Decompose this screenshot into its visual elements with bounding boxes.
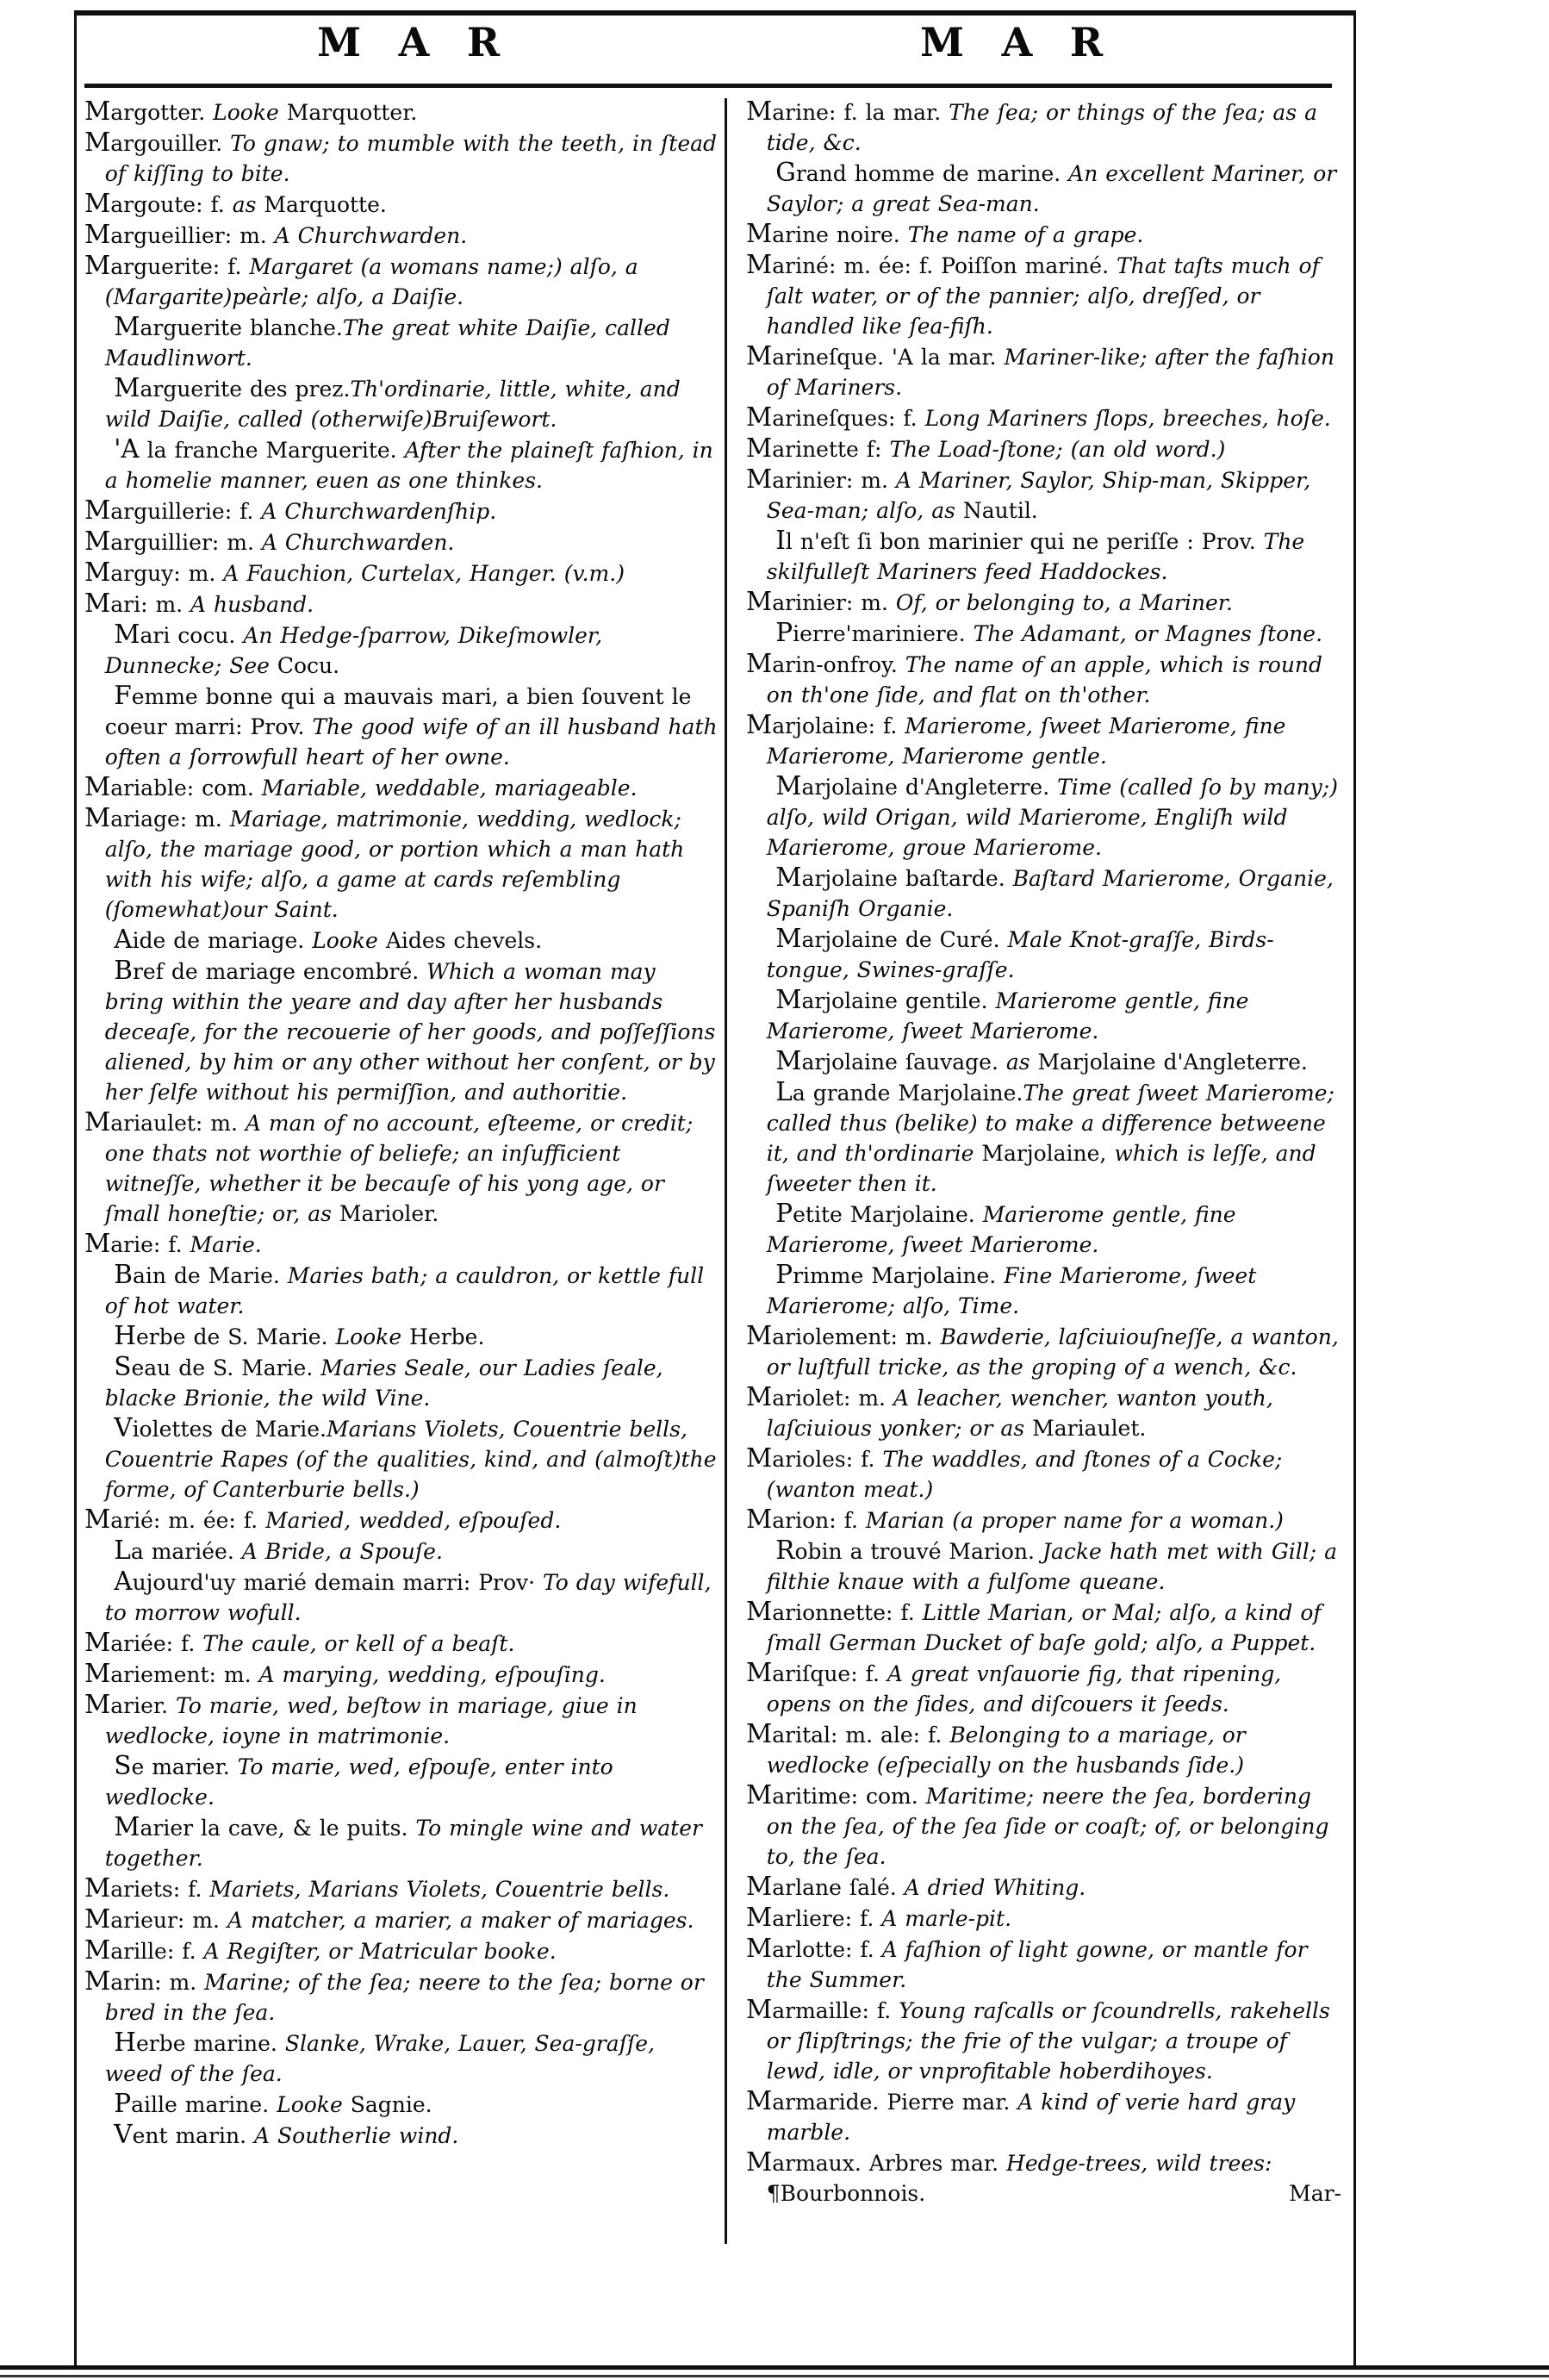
dictionary-entry — [84, 434, 719, 495]
headword-segment: Marineſque. 'A la mar. — [746, 341, 1005, 371]
dictionary-entry — [746, 587, 1346, 618]
headword-segment: Marjolaine: f. — [746, 710, 905, 739]
gloss-segment: The name of a grape. — [907, 222, 1144, 247]
headword-segment: Marlane ſalé. — [746, 1872, 905, 1901]
bottom-rule-1 — [0, 2365, 1549, 2370]
gloss-segment: The Adamant, or Magnes ſtone. — [973, 621, 1323, 646]
gloss-segment: To day wifefull, to morrow wofull. — [104, 1570, 712, 1625]
gloss-segment: The great white Daiſie, called Maudlinwort. — [104, 315, 670, 371]
headword-segment: Marquotter. — [286, 100, 418, 125]
headword-segment: Mariets: f. — [84, 1873, 210, 1903]
headword-segment: Marie: f. — [84, 1229, 190, 1258]
gloss-segment: A matcher, a marier, a maker of mariages. — [227, 1908, 694, 1933]
headword-segment: La grande Marjolaine. — [775, 1077, 1023, 1106]
headword-segment: Mariolet: m. — [746, 1382, 893, 1411]
dictionary-entry — [84, 97, 719, 128]
headword-segment: Mari cocu. — [114, 620, 244, 649]
dictionary-entry — [84, 1107, 719, 1229]
dictionary-entry — [84, 373, 719, 434]
dictionary-entry — [746, 526, 1346, 587]
dictionary-entry — [84, 1659, 719, 1690]
dictionary-entry — [746, 1505, 1346, 1536]
dictionary-entry — [746, 2086, 1346, 2147]
dictionary-entry — [84, 2028, 719, 2089]
dictionary-entry — [746, 1934, 1346, 1995]
headword-segment: Mari: m. — [84, 589, 191, 618]
dictionary-entry — [746, 1719, 1346, 1780]
running-title-right: M A R — [920, 19, 1115, 65]
gloss-segment: Mariage, matrimonie, wedding, wedlock; alſo, the mariage good, or portion which a man hath with his wife; alſo, a game at cards reſembling (ſomewhat)our Saint. — [104, 807, 685, 922]
headword-segment: Marmaux. Arbres mar. — [746, 2147, 1007, 2177]
gloss-segment: Fine Marierome, ſweet Marierome; alſo, Time. — [766, 1263, 1257, 1318]
headword-segment: Marionnette: f. — [746, 1597, 923, 1626]
catchword-row — [746, 2178, 1346, 2209]
dictionary-entry — [746, 649, 1346, 710]
gloss-segment: Bawderie, laſciuiouſneſſe, a wanton, or luſtfull tricke, as the groping of a wench, &c. — [766, 1324, 1339, 1380]
headword-segment: Mariné: m. ée: f. Poiſſon mariné. — [746, 250, 1117, 279]
dictionary-entry — [84, 589, 719, 620]
gloss-segment: Little Marian, or Mal; alſo, a kind of ſmall German Ducket of baſe gold; alſo, a Puppet. — [766, 1600, 1322, 1655]
dictionary-entry — [84, 1812, 719, 1873]
gloss-segment: A dried Whiting. — [904, 1875, 1086, 1900]
headword-segment: Marguerite: f. — [84, 251, 250, 280]
gloss-segment: Jacke hath met with Gill; a filthie knaue with a fulſome queane. — [766, 1539, 1338, 1594]
dictionary-entry — [84, 220, 719, 251]
gloss-segment: A great vnſauorie fig, that ripening, opens on the ſides, and diſcouers it ſeeds. — [766, 1661, 1282, 1716]
gloss-segment: Baſtard Marierome, Organie, Spaniſh Organie. — [766, 866, 1334, 921]
headword-segment: Marioler. — [339, 1201, 439, 1226]
gloss-segment: Marian (a proper name for a woman.) — [865, 1508, 1284, 1533]
dictionary-entry — [746, 924, 1346, 985]
dictionary-entry — [746, 1597, 1346, 1658]
gloss-segment: A Bride, a Spouſe. — [241, 1539, 443, 1564]
headword-segment: Aujourd'uy marié demain marri: Prov· — [114, 1567, 544, 1596]
dictionary-entry — [746, 219, 1346, 250]
gloss-segment: which is leſſe, and ſweeter then it. — [766, 1141, 1316, 1196]
headword-segment: Mariolement: m. — [746, 1321, 941, 1350]
right-border — [1353, 10, 1356, 2370]
dictionary-entry — [84, 1966, 719, 2028]
gloss-segment: Mariable, weddable, mariageable. — [261, 776, 638, 801]
headword-segment: Marinier: m. — [746, 587, 896, 616]
headword-segment: Paille marine. — [114, 2089, 277, 2118]
dictionary-entry — [746, 1903, 1346, 1934]
headword-segment: Mariage: m. — [84, 803, 230, 832]
gloss-segment: Time (called ſo by many;) alſo, wild Origan, wild Marierome, Engliſh wild Marierome, groue Marierome. — [766, 775, 1338, 860]
dictionary-entry — [84, 620, 719, 681]
headword-segment: Marital: m. ale: f. — [746, 1719, 950, 1748]
gloss-segment: A Southerlie wind. — [254, 2123, 459, 2148]
gloss-segment: The skilfulleſt Mariners feed Haddockes. — [766, 529, 1305, 584]
headword-segment: Marjolaine ſauvage. — [775, 1046, 1006, 1075]
headword-segment: Herbe. — [409, 1324, 485, 1349]
gloss-segment: Looke — [335, 1324, 410, 1349]
dictionary-entry — [746, 1046, 1346, 1077]
dictionary-entry — [746, 97, 1346, 158]
gloss-segment: The great ſweet Marierome; called thus (belike) to make a difference betweene it, and th'ordinarie — [766, 1081, 1334, 1166]
dictionary-entry — [84, 189, 719, 220]
dictionary-entry — [746, 618, 1346, 649]
gloss-segment: A Churchwarden. — [274, 223, 468, 248]
gloss-segment: Margaret (a womans name;) alſo, a (Margarite)peàrle; alſo, a Daiſie. — [104, 254, 638, 309]
headword-segment: Vent marin. — [114, 2120, 255, 2149]
dictionary-entry — [84, 1873, 719, 1904]
dictionary-entry — [84, 956, 719, 1107]
gloss-segment: Mariner-like; after the faſhion of Mariners. — [766, 345, 1334, 400]
left-border — [74, 10, 77, 2370]
headword-segment: Se marier. — [114, 1751, 238, 1780]
gloss-segment: as — [1005, 1050, 1038, 1075]
headword-segment: Marjolaine d'Angleterre. — [1037, 1050, 1308, 1075]
gloss-segment: A kind of verie hard gray marble. — [766, 2090, 1296, 2145]
dictionary-entry — [84, 128, 719, 189]
gloss-segment: The name of an apple, which is round on th'one ſide, and flat on th'other. — [766, 652, 1323, 707]
top-rule — [74, 10, 1356, 16]
gloss-segment: To gnaw; to mumble with the teeth, in ſtead of kiſſing to bite. — [104, 131, 718, 186]
headword-segment: Marin-onfroy. — [746, 649, 905, 678]
dictionary-entry — [746, 1260, 1346, 1321]
gloss-segment: Mariets, Marians Violets, Couentrie bells. — [209, 1877, 670, 1902]
dictionary-entry — [746, 158, 1346, 219]
gloss-segment: An Hedge-ſparrow, Dikeſmowler, Dunnecke; See — [104, 623, 603, 678]
headword-segment: Margouiller. — [84, 128, 231, 157]
dictionary-entry — [746, 863, 1346, 924]
dictionary-entry — [746, 1077, 1346, 1199]
gloss-segment: A Churchwardenſhip. — [261, 499, 497, 524]
dictionary-entry — [746, 341, 1346, 402]
headword-segment: Marjolaine baſtarde. — [775, 863, 1013, 892]
headword-segment: Maritime: com. — [746, 1780, 926, 1810]
gloss-segment: Marierome gentle, fine Marierome, ſweet Marierome. — [766, 1202, 1236, 1257]
dictionary-entry — [84, 1321, 719, 1352]
dictionary-entry — [84, 772, 719, 803]
header-rule — [84, 84, 1332, 88]
gloss-segment: That taſts much of ſalt water, or of the pannier; alſo, dreſſed, or handled like ſea-fiſh. — [766, 253, 1320, 339]
headword-segment: Petite Marjolaine. — [775, 1199, 983, 1228]
headword-segment: Marguillerie: f. — [84, 495, 262, 525]
gloss-segment: The ſea; or things of the ſea; as a tide, &c. — [766, 100, 1318, 155]
headword-segment: Mariaulet. — [1032, 1416, 1147, 1441]
headword-segment: Marier. — [84, 1690, 176, 1719]
gloss-segment: Marie. — [190, 1232, 262, 1257]
headword-segment: Marguerite blanche. — [114, 312, 343, 341]
signature-mark: ¶Bourbonnois. — [766, 2181, 926, 2206]
gloss-segment: The good wife of an ill husband hath often a ſorrowfull heart of her owne. — [104, 714, 718, 769]
gloss-segment: A Mariner, Saylor, Ship-man, Skipper, Sea-man; alſo, as — [766, 468, 1311, 523]
dictionary-entry — [746, 1199, 1346, 1260]
gloss-segment: Th'ordinarie, little, white, and wild Daiſie, called (otherwiſe)Bruiſewort. — [104, 377, 681, 432]
headword-segment: Herbe de S. Marie. — [114, 1321, 336, 1350]
headword-segment: Mariaulet: m. — [84, 1107, 246, 1137]
gloss-segment: Maries Seale, our Ladies ſeale, blacke Brionie, the wild Vine. — [104, 1355, 663, 1411]
dictionary-entry — [746, 1443, 1346, 1505]
gloss-segment: A leacher, wencher, wanton youth, laſciuious yonker; or as — [766, 1386, 1273, 1441]
gloss-segment: A faſhion of light gowne, or mantle for the Summer. — [766, 1937, 1308, 1992]
headword-segment: Bref de mariage encombré. — [114, 956, 427, 985]
dictionary-entry — [84, 1628, 719, 1659]
headword-segment: Marjolaine de Curé. — [775, 924, 1008, 953]
dictionary-entry — [746, 710, 1346, 771]
gloss-segment: Long Mariners ſlops, breeches, hoſe. — [924, 406, 1331, 431]
dictionary-entry — [746, 771, 1346, 863]
gloss-segment: The caule, or kell of a beaſt. — [202, 1631, 515, 1656]
headword-segment: Cocu. — [277, 653, 340, 678]
headword-segment: Nautil. — [962, 498, 1038, 523]
gloss-segment: A Fauchion, Curtelax, Hanger. (v.m.) — [223, 561, 625, 586]
headword-segment: Margotter. — [84, 97, 214, 126]
headword-segment: Pierre'mariniere. — [775, 618, 974, 647]
headword-segment: Marguerite des prez. — [114, 373, 351, 402]
headword-segment: Marille: f. — [84, 1935, 204, 1965]
gloss-segment: Hedge-trees, wild trees: — [1006, 2151, 1272, 2176]
gloss-segment: A Regiſter, or Matricular booke. — [203, 1939, 557, 1964]
dictionary-entry — [84, 1567, 719, 1628]
headword-segment: Mariſque: f. — [746, 1658, 887, 1687]
headword-segment: Marin: m. — [84, 1966, 205, 1996]
headword-segment: Marine: f. la mar. — [746, 97, 949, 126]
left-column — [84, 97, 719, 2151]
headword-segment: Marinette f: — [746, 433, 890, 463]
headword-segment: Mariée: f. — [84, 1628, 203, 1657]
gloss-segment: Young raſcalls or ſcoundrells, rakehells or ſlipſtrings; the frie of the vulgar; a troupe of lewd, idle, or vnprofitable hoberdihoyes. — [766, 1998, 1330, 2084]
dictionary-entry — [746, 1321, 1346, 1382]
headword-segment: Margoute: f. — [84, 189, 233, 218]
dictionary-entry — [746, 250, 1346, 341]
gloss-segment: A marle-pit. — [881, 1906, 1012, 1931]
headword-segment: La mariée. — [114, 1536, 242, 1565]
headword-segment: 'A la franche Marguerite. — [114, 434, 405, 464]
headword-segment: Marlotte: f. — [746, 1934, 882, 1963]
dictionary-entry — [84, 1260, 719, 1321]
gloss-segment: Maritime; neere the ſea, bordering on the ſea, of the ſea ſide or coaſt; of, or belonging to, the ſea. — [766, 1784, 1329, 1869]
dictionary-entry — [746, 2147, 1346, 2178]
headword-segment: Mariement: m. — [84, 1659, 259, 1688]
dictionary-entry — [84, 2089, 719, 2120]
headword-segment: Violettes de Marie. — [114, 1413, 327, 1442]
dictionary-entry — [84, 1229, 719, 1260]
gloss-segment: A husband. — [190, 592, 314, 617]
headword-segment: Marquotte. — [264, 192, 387, 217]
headword-segment: Marguillier: m. — [84, 526, 262, 556]
gloss-segment: Marine; of the ſea; neere to the ſea; borne or bred in the ſea. — [104, 1970, 704, 2025]
headword-segment: Margueillier: m. — [84, 220, 275, 249]
headword-segment: Primme Marjolaine. — [775, 1260, 1005, 1289]
dictionary-entry — [84, 1935, 719, 1966]
headword-segment: Marioles: f. — [746, 1443, 883, 1473]
headword-segment: Grand homme de marine. — [775, 158, 1069, 187]
dictionary-entry — [746, 1872, 1346, 1903]
gloss-segment: After the plaineſt faſhion, in a homelie manner, euen as one thinkes. — [104, 438, 713, 493]
gloss-segment: To marie, wed, eſpouſe, enter into wedlocke. — [104, 1754, 613, 1810]
dictionary-entry — [84, 1751, 719, 1812]
dictionary-entry — [84, 526, 719, 558]
dictionary-entry — [746, 1382, 1346, 1443]
dictionary-entry — [746, 1536, 1346, 1597]
dictionary-entry — [84, 251, 719, 312]
gloss-segment: To mingle wine and water together. — [104, 1816, 702, 1871]
dictionary-entry — [84, 558, 719, 589]
dictionary-entry — [746, 985, 1346, 1046]
gloss-segment: as — [232, 192, 264, 217]
right-column — [746, 97, 1346, 2209]
headword-segment: Marine noire. — [746, 219, 908, 248]
dictionary-entry — [84, 312, 719, 373]
headword-segment: Marmaille: f. — [746, 1995, 899, 2024]
dictionary-entry — [84, 2120, 719, 2151]
headword-segment: Marinier: m. — [746, 464, 896, 494]
gloss-segment: Marians Violets, Couentrie bells, Couentrie Rapes (of the qualities, kind, and (almoſt)the forme, of Canterburie bells.) — [104, 1417, 717, 1502]
headword-segment: Marieur: m. — [84, 1904, 227, 1934]
headword-segment: Marguy: m. — [84, 558, 224, 587]
dictionary-entry — [746, 1995, 1346, 2086]
headword-segment: Il n'eſt ſi bon marinier qui ne periſſe : Prov. — [775, 526, 1264, 555]
gloss-segment: An excellent Mariner, or Saylor; a great Sea-man. — [766, 161, 1337, 216]
headword-segment: Aides chevels. — [385, 928, 543, 953]
dictionary-entry — [84, 1904, 719, 1935]
headword-segment: Seau de S. Marie. — [114, 1352, 321, 1381]
headword-segment: Marion: f. — [746, 1505, 866, 1534]
headword-segment: Sagnie. — [350, 2092, 432, 2117]
gloss-segment: A man of no account, eſteeme, or credit; one thats not worthie of beliefe; an inſufficient witneſſe, whether it be becauſe of his yong age, or ſmall honeſtie; or, as — [104, 1111, 694, 1226]
dictionary-entry — [746, 433, 1346, 464]
headword-segment: Marjolaine, — [981, 1141, 1115, 1166]
gloss-segment: Which a woman may bring within the yeare and day after her husbands deceaſe, for the recouerie of her goods, and poſſeſſions aliened, by him or any other without her conſent, or by her ſelfe without his permiſſion, and authoritie. — [104, 959, 716, 1105]
headword-segment: Mariable: com. — [84, 772, 262, 801]
gloss-segment: Looke — [277, 2092, 351, 2117]
dictionary-entry — [84, 1413, 719, 1505]
gloss-segment: Looke — [213, 100, 287, 125]
gloss-segment: Belonging to a mariage, or wedlocke (eſpecially on the husbands ſide.) — [766, 1723, 1246, 1778]
headword-segment: Marineſques: f. — [746, 402, 925, 432]
gloss-segment: A Churchwarden. — [261, 530, 455, 555]
gloss-segment: Slanke, Wrake, Lauer, Sea-graſſe, weed of the ſea. — [104, 2031, 655, 2086]
dictionary-entry — [84, 1505, 719, 1536]
gloss-segment: Maried, wedded, eſpouſed. — [265, 1508, 562, 1533]
gloss-segment: A marying, wedding, eſpouſing. — [258, 1662, 606, 1687]
dictionary-entry — [746, 402, 1346, 433]
bottom-rule-2 — [0, 2375, 1549, 2377]
dictionary-entry — [84, 495, 719, 526]
gloss-segment: The Load-ſtone; (an old word.) — [889, 437, 1226, 462]
headword-segment: Herbe marine. — [114, 2028, 285, 2057]
dictionary-entry — [84, 1352, 719, 1413]
gloss-segment: Marierome, ſweet Marierome, fine Marierome, Marierome gentle. — [766, 713, 1286, 769]
gloss-segment: Looke — [312, 928, 386, 953]
headword-segment: Marjolaine gentile. — [775, 985, 996, 1014]
dictionary-entry — [84, 1690, 719, 1751]
running-title-left: M A R — [317, 19, 512, 65]
column-divider — [725, 98, 727, 2244]
headword-segment: Femme bonne qui a mauvais mari, a bien ſouvent le coeur marri: Prov. — [104, 681, 692, 739]
dictionary-entry — [746, 464, 1346, 526]
catchword: Mar- — [1289, 2181, 1341, 2206]
dictionary-entry — [746, 1780, 1346, 1872]
headword-segment: Marmaride. Pierre mar. — [746, 2086, 1018, 2115]
headword-segment: Marliere: f. — [746, 1903, 882, 1932]
headword-segment: Aide de mariage. — [114, 925, 313, 954]
dictionary-entry — [84, 681, 719, 772]
gloss-segment: Of, or belonging to, a Mariner. — [895, 590, 1233, 615]
headword-segment: Bain de Marie. — [114, 1260, 288, 1289]
gloss-segment: The waddles, and ſtones of a Cocke; (wanton meat.) — [766, 1447, 1283, 1502]
headword-segment: Robin a trouvé Marion. — [775, 1536, 1042, 1565]
dictionary-entry — [84, 803, 719, 925]
gloss-segment: To marie, wed, beſtow in mariage, giue in wedlocke, ioyne in matrimonie. — [104, 1693, 638, 1748]
dictionary-entry — [746, 1658, 1346, 1719]
gloss-segment: Maries bath; a cauldron, or kettle full of hot water. — [104, 1263, 705, 1318]
headword-segment: Marjolaine d'Angleterre. — [775, 771, 1058, 801]
dictionary-entry — [84, 1536, 719, 1567]
headword-segment: Marié: m. ée: f. — [84, 1505, 266, 1534]
dictionary-entry — [84, 925, 719, 956]
gloss-segment: Marierome gentle, fine Marierome, ſweet Marierome. — [766, 988, 1249, 1044]
gloss-segment: Male Knot-graſſe, Birds-tongue, Swines-graſſe. — [766, 927, 1274, 982]
headword-segment: Marier la cave, & le puits. — [114, 1812, 416, 1841]
